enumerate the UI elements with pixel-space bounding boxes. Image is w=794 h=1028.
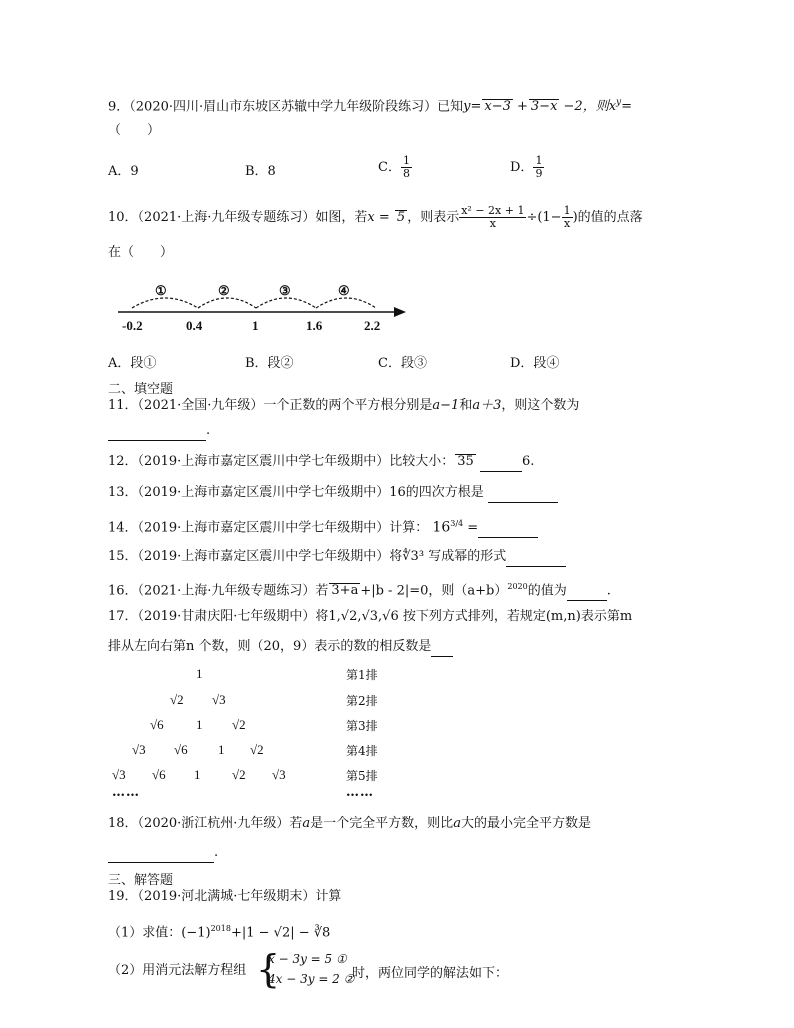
row-label: 第4排 xyxy=(346,744,378,758)
equation-2: 4x − 3y = 2 ② xyxy=(268,972,355,986)
segment-4-label: ④ xyxy=(338,283,350,298)
q19-part2: （2）用消元法解方程组 xyxy=(108,963,247,978)
q11-line: 11．（2021·全国·九年级）一个正数的两个平方根分别是a−1和a＋3，则这个数为 xyxy=(108,398,580,413)
q15-blank[interactable] xyxy=(506,548,566,567)
q18-blank[interactable]: . xyxy=(108,844,218,863)
tri-item: √6 xyxy=(150,717,164,732)
tri-item: √2 xyxy=(250,742,264,757)
tri-item: √3 xyxy=(272,767,286,782)
equation-1: x − 3y = 5 ① xyxy=(268,952,347,966)
q14-line: 14．（2019·上海市嘉定区震川中学七年级期中）计算： $16^{3/4}$ = xyxy=(108,515,538,538)
tri-item: √2 xyxy=(232,767,246,782)
arc-1 xyxy=(132,298,198,308)
row-label: 第5排 xyxy=(346,769,378,783)
q10-option-c: C．段③ xyxy=(378,356,427,371)
q16-blank[interactable] xyxy=(567,582,607,601)
q19-part1: （1）求值：$(-1)^{2018}+|1 - √2|$ − ∛8 xyxy=(108,924,331,941)
row-label: 第1排 xyxy=(346,668,378,682)
tick-label: 2.2 xyxy=(364,318,381,333)
tick-label: -0.2 xyxy=(122,318,143,333)
q10-option-b: B．段② xyxy=(245,356,294,371)
q17-blank[interactable] xyxy=(431,638,453,657)
q10-option-d: D．段④ xyxy=(510,356,560,371)
arc-4 xyxy=(316,298,376,308)
tri-item: √2 xyxy=(232,717,246,732)
arc-3 xyxy=(256,298,316,308)
q9-line xyxy=(108,94,632,116)
ellipsis-right: …… xyxy=(346,785,374,800)
tri-item: √3 xyxy=(212,692,226,707)
tri-item: √3 xyxy=(112,767,126,782)
tick-label: 0.4 xyxy=(186,318,203,333)
q10-line2: 在（ ） xyxy=(108,245,174,260)
tri-item: 1 xyxy=(196,717,203,732)
system-brace: { xyxy=(256,947,281,991)
axis-arrow xyxy=(394,307,406,317)
q19-line: 19．（2019·河北满城·七年级期末）计算 xyxy=(108,889,342,904)
segment-3-label: ③ xyxy=(279,283,291,298)
q9-text: 9．（2020·四川·眉山市东坡区苏辙中学九年级阶段练习）已知 xyxy=(108,99,464,115)
tri-item: 1 xyxy=(218,742,225,757)
tri-item: 1 xyxy=(196,666,203,681)
tri-item: 1 xyxy=(194,767,201,782)
q9-option-a: A．9 xyxy=(108,164,139,179)
row-label: 第3排 xyxy=(346,719,378,733)
q14-blank[interactable] xyxy=(478,519,538,538)
q10-line: 10．（2021·上海·九年级专题练习）如图，若x = 5 ，则表示 $\frac{\text{x² − 2x + 1}}{x}$ ÷(1− $\frac{1}{x}$ )的值的点落 xyxy=(108,204,643,230)
tick-label: 1.6 xyxy=(306,318,323,333)
row-label: 第2排 xyxy=(346,694,378,708)
q13-blank[interactable] xyxy=(488,484,558,503)
q11-blank[interactable]: . xyxy=(108,422,210,441)
q9-option-d: D． $\frac{1}{9}$ xyxy=(510,154,543,180)
q16-line: 16．（2021·上海·九年级专题练习）若 3+a +|b - 2|=0，则$(a+b)^{2020}$的值为 . xyxy=(108,578,611,601)
q9-paren: （ ） xyxy=(108,123,161,138)
q12-line: 12．（2019·上海市嘉定区震川中学七年级期中）比较大小： 35 6. xyxy=(108,453,534,472)
section-title: 二、填空题 xyxy=(108,382,174,397)
tri-item: √3 xyxy=(132,742,146,757)
q9-option-b: B．8 xyxy=(245,164,276,179)
q13-line: 13．（2019·上海市嘉定区震川中学七年级期中）16的四次方根是 xyxy=(108,484,558,503)
q10-option-a: A．段① xyxy=(108,356,157,371)
tri-item: √6 xyxy=(174,742,188,757)
q17-line1: 17．（2019·甘肃庆阳·七年级期中）将1,√2,√3,√6 按下列方式排列，若规定(m,n)表示第m xyxy=(108,609,633,624)
tick-label: 1 xyxy=(252,318,259,333)
q9-expr: y= x−3 + 3−x −2，则$x^y=$ xyxy=(463,98,633,115)
q18-line: 18．（2020·浙江杭州·九年级）若a是一个完全平方数，则比a大的最小完全平方数是 xyxy=(108,816,591,831)
arc-2 xyxy=(198,298,256,308)
q9-option-c: C． $\frac{1}{8}$ xyxy=(378,154,410,180)
q12-blank[interactable] xyxy=(480,453,522,472)
q19-part2-tail: 时，两位同学的解法如下： xyxy=(352,966,509,981)
segment-2-label: ② xyxy=(218,283,230,298)
section-title: 三、解答题 xyxy=(108,873,174,888)
segment-1-label: ① xyxy=(155,283,167,298)
q15-line: 15．（2019·上海市嘉定区震川中学七年级期中）将∜3³ 写成幂的形式 xyxy=(108,548,566,567)
tri-item: √6 xyxy=(152,767,166,782)
ellipsis-left: …… xyxy=(112,785,140,800)
q17-line2: 排从左向右第n 个数，则（20，9）表示的数的相反数是 xyxy=(108,638,453,657)
tri-item: √2 xyxy=(170,692,184,707)
